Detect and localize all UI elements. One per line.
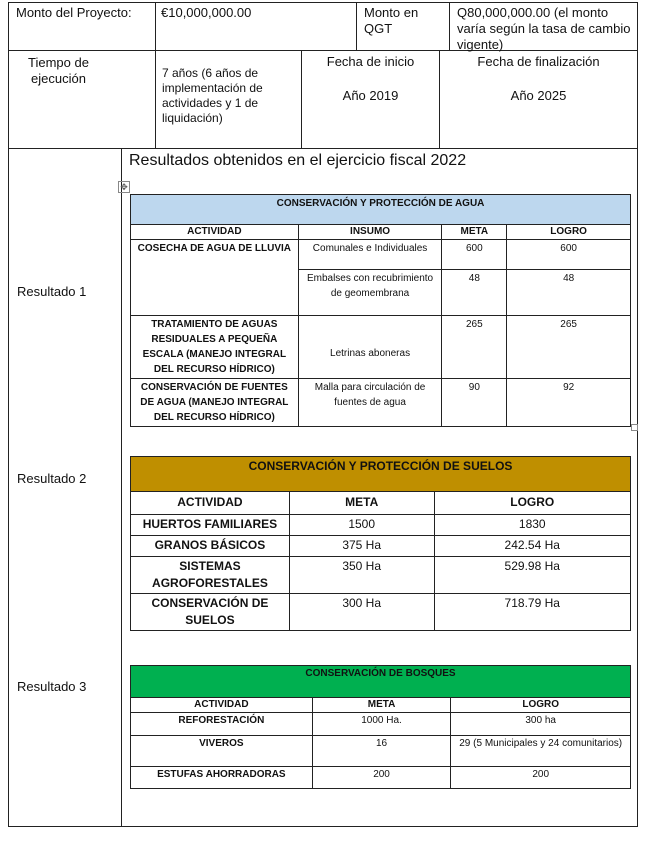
table-header-row [131,698,631,713]
logro-cell: 600 [507,240,631,270]
monto-value: €10,000,000.00 [161,5,252,20]
resultado-2-label: Resultado 2 [17,471,87,486]
meta-cell: 1000 Ha. [312,713,451,736]
divider [356,2,357,51]
column-header: LOGRO [507,225,631,240]
logro-cell: 48 [507,270,631,316]
insumo-cell: Malla para circulación de fuentes de agua [298,379,442,427]
bosques-title: CONSERVACIÓN DE BOSQUES [305,668,456,679]
logro-cell: 92 [507,379,631,427]
monto-label: Monto del Proyecto: [16,5,132,20]
qgt-label: Monto en QGT [364,5,419,36]
resultado-3-label: Resultado 3 [17,679,87,694]
insumo-cell: Comunales e Individuales [298,240,442,270]
inicio-value: Año 2019 [342,88,399,103]
bosques-table [130,697,631,789]
logro-cell: 718.79 Ha [434,594,631,631]
table-row [131,316,631,379]
insumo-cell: Letrinas aboneras [298,316,442,379]
meta-cell: 1500 [289,515,434,536]
agua-title: CONSERVACIÓN Y PROTECCIÓN DE AGUA [276,198,485,209]
table-header-row [131,225,631,240]
divider [155,50,156,149]
bosques-title-bar [130,665,631,697]
table-row [131,766,631,788]
meta-cell: 48 [442,270,507,316]
actividad-cell: CONSERVACIÓN DE SUELOS [131,594,290,631]
logro-cell: 265 [507,316,631,379]
divider [155,2,156,51]
section-title: Resultados obtenidos en el ejercicio fiscal 2022 [129,152,467,169]
table-row [131,379,631,427]
actividad-cell: COSECHA DE AGUA DE LLUVIA [131,240,299,316]
inicio-label: Fecha de inicio [326,54,415,69]
meta-cell: 300 Ha [289,594,434,631]
actividad-cell: GRANOS BÁSICOS [131,536,290,557]
table-row [131,736,631,766]
column-header: META [312,698,451,713]
suelos-title: CONSERVACIÓN Y PROTECCIÓN DE SUELOS [248,459,513,473]
suelos-title-bar [130,456,631,491]
tiempo-value: 7 años (6 años de implementación de actividades y 1 de liquidación) [162,66,263,125]
column-header: ACTIVIDAD [131,225,299,240]
divider [121,148,122,827]
meta-cell: 350 Ha [289,557,434,594]
table-header-row [131,492,631,515]
actividad-cell: REFORESTACIÓN [131,713,313,736]
logro-cell: 300 ha [451,713,631,736]
actividad-cell: TRATAMIENTO DE AGUAS RESIDUALES A PEQUEÑA ESCALA (MANEJO INTEGRAL DEL RECURSO HÍDRICO) [131,316,299,379]
insumo-cell: Embalses con recubrimiento de geomembrana [298,270,442,316]
logro-cell: 1830 [434,515,631,536]
column-header: INSUMO [298,225,442,240]
logro-cell: 200 [451,766,631,788]
column-header: META [442,225,507,240]
column-header: ACTIVIDAD [131,492,290,515]
column-header: LOGRO [451,698,631,713]
move-handle-icon[interactable]: ✥ [118,181,130,193]
meta-cell: 90 [442,379,507,427]
table-row [131,594,631,631]
frame-bottom [8,826,638,827]
meta-cell: 600 [442,240,507,270]
table-row [131,713,631,736]
table-row [131,240,631,270]
actividad-cell: HUERTOS FAMILIARES [131,515,290,536]
column-header: ACTIVIDAD [131,698,313,713]
frame-left [8,2,9,827]
meta-cell: 265 [442,316,507,379]
resize-handle[interactable] [631,424,638,431]
agua-table [130,224,631,427]
column-header: LOGRO [434,492,631,515]
column-header: META [289,492,434,515]
table-row [131,515,631,536]
divider [8,148,638,149]
logro-cell: 529.98 Ha [434,557,631,594]
agua-title-bar [130,194,631,224]
meta-cell: 375 Ha [289,536,434,557]
frame-top [8,2,638,3]
table-row [131,536,631,557]
suelos-table [130,491,631,631]
divider [449,2,450,51]
actividad-cell: SISTEMAS AGROFORESTALES [131,557,290,594]
qgt-value: Q80,000,000.00 (el monto varía según la tasa de cambio vigente) [457,5,631,52]
meta-cell: 200 [312,766,451,788]
frame-right [637,2,638,827]
resultado-1-label: Resultado 1 [17,284,87,299]
fin-label: Fecha de finalización [477,54,600,69]
table-row [131,557,631,594]
logro-cell: 29 (5 Municipales y 24 comunitarios) [451,736,631,766]
actividad-cell: ESTUFAS AHORRADORAS [131,766,313,788]
tiempo-label: Tiempo de ejecución [28,55,89,86]
actividad-cell: CONSERVACIÓN DE FUENTES DE AGUA (MANEJO INTEGRAL DEL RECURSO HÍDRICO) [131,379,299,427]
meta-cell: 16 [312,736,451,766]
actividad-cell: VIVEROS [131,736,313,766]
logro-cell: 242.54 Ha [434,536,631,557]
fin-value: Año 2025 [510,88,567,103]
